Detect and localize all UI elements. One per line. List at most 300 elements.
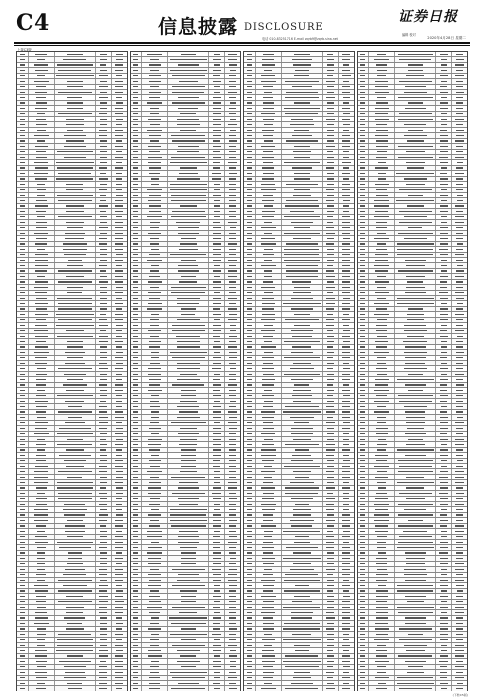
table-cell	[369, 480, 395, 484]
text-placeholder	[34, 509, 48, 510]
table-cell	[256, 480, 282, 484]
text-placeholder	[133, 645, 138, 646]
text-placeholder	[115, 314, 122, 315]
text-placeholder	[290, 520, 314, 521]
table-cell	[131, 182, 143, 186]
table-cell	[55, 198, 96, 202]
table-cell	[55, 90, 96, 94]
table-cell	[17, 686, 29, 690]
table-cell	[225, 453, 240, 457]
table-cell	[55, 475, 96, 479]
table-cell	[29, 285, 55, 289]
table-cell	[96, 323, 112, 327]
table-cell	[55, 459, 96, 463]
text-placeholder	[441, 64, 447, 65]
text-placeholder	[229, 281, 236, 282]
text-placeholder	[172, 493, 205, 494]
text-placeholder	[133, 596, 138, 597]
text-placeholder	[263, 336, 273, 337]
table-cell	[209, 535, 225, 539]
table-cell	[112, 556, 127, 560]
text-placeholder	[264, 276, 272, 277]
text-placeholder	[58, 303, 93, 304]
text-placeholder	[360, 287, 365, 288]
text-placeholder	[150, 124, 160, 125]
text-placeholder	[229, 341, 237, 342]
text-placeholder	[377, 357, 387, 358]
text-placeholder	[342, 222, 350, 223]
text-placeholder	[441, 222, 447, 223]
table-cell	[282, 307, 323, 311]
table-cell	[225, 231, 240, 235]
table-cell	[55, 301, 96, 305]
table-cell	[244, 74, 256, 78]
table-cell	[323, 448, 339, 452]
table-cell	[339, 459, 354, 463]
text-placeholder	[376, 368, 387, 369]
table-cell	[131, 377, 143, 381]
text-placeholder	[37, 569, 45, 570]
table-cell	[55, 95, 96, 99]
table-cell	[369, 312, 395, 316]
table-cell	[55, 236, 96, 240]
text-placeholder	[228, 580, 237, 581]
text-placeholder	[115, 368, 123, 369]
text-placeholder	[171, 422, 206, 423]
table-cell	[358, 307, 370, 311]
text-placeholder	[56, 178, 93, 179]
text-placeholder	[247, 569, 252, 570]
table-cell	[358, 253, 370, 257]
table-cell	[112, 421, 127, 425]
table-cell	[369, 139, 395, 143]
table-cell	[209, 280, 225, 284]
text-placeholder	[295, 504, 310, 505]
text-placeholder	[99, 683, 107, 684]
text-placeholder	[456, 558, 463, 559]
table-cell	[256, 307, 282, 311]
text-placeholder	[342, 449, 350, 450]
table-cell	[436, 388, 452, 392]
text-placeholder	[285, 406, 320, 407]
text-placeholder	[133, 124, 138, 125]
table-cell	[131, 144, 143, 148]
text-placeholder	[172, 384, 204, 385]
text-placeholder	[66, 184, 83, 185]
table-cell	[256, 68, 282, 72]
text-placeholder	[327, 623, 333, 624]
table-cell	[369, 242, 395, 246]
table-cell	[112, 52, 127, 56]
text-placeholder	[399, 211, 432, 212]
table-cell	[358, 193, 370, 197]
table-cell	[395, 280, 436, 284]
text-placeholder	[229, 395, 236, 396]
table-cell	[225, 57, 240, 61]
table-cell	[209, 524, 225, 528]
text-placeholder	[213, 254, 220, 255]
text-placeholder	[213, 70, 221, 71]
table-cell	[96, 209, 112, 213]
table-cell	[17, 610, 29, 614]
text-placeholder	[20, 547, 25, 548]
text-placeholder	[100, 433, 106, 434]
table-cell	[112, 394, 127, 398]
table-cell	[225, 437, 240, 441]
text-placeholder	[100, 455, 107, 456]
text-placeholder	[116, 287, 123, 288]
table-cell	[131, 497, 143, 501]
text-placeholder	[133, 449, 138, 450]
table-cell	[358, 263, 370, 267]
text-placeholder	[67, 130, 84, 131]
text-placeholder	[179, 504, 198, 505]
table-cell	[168, 399, 209, 403]
table-cell	[358, 372, 370, 376]
text-placeholder	[456, 401, 462, 402]
table-cell	[168, 448, 209, 452]
text-placeholder	[116, 498, 122, 499]
table-cell	[256, 285, 282, 289]
text-placeholder	[342, 547, 350, 548]
table-cell	[209, 377, 225, 381]
table-cell	[168, 421, 209, 425]
text-placeholder	[115, 260, 122, 261]
table-cell	[452, 247, 467, 251]
text-placeholder	[34, 623, 49, 624]
table-cell	[131, 469, 143, 473]
table-cell	[29, 291, 55, 295]
text-placeholder	[404, 325, 426, 326]
text-placeholder	[247, 422, 252, 423]
table-cell	[168, 106, 209, 110]
table-cell	[17, 681, 29, 685]
text-placeholder	[284, 233, 320, 234]
table-cell	[55, 383, 96, 387]
table-cell	[436, 133, 452, 137]
table-cell	[452, 469, 467, 473]
text-placeholder	[263, 623, 274, 624]
table-cell	[96, 383, 112, 387]
table-cell	[131, 269, 143, 273]
table-cell	[142, 253, 168, 257]
table-cell	[96, 551, 112, 555]
text-placeholder	[35, 612, 47, 613]
text-placeholder	[440, 487, 448, 488]
text-placeholder	[99, 113, 107, 114]
text-placeholder	[440, 238, 448, 239]
text-placeholder	[229, 466, 235, 467]
text-placeholder	[360, 363, 365, 364]
table-cell	[369, 193, 395, 197]
table-cell	[17, 638, 29, 642]
text-placeholder	[456, 281, 463, 282]
text-placeholder	[100, 395, 108, 396]
text-placeholder	[229, 390, 235, 391]
text-placeholder	[342, 406, 351, 407]
text-placeholder	[213, 243, 220, 244]
table-cell	[395, 182, 436, 186]
text-placeholder	[360, 379, 365, 380]
text-placeholder	[20, 655, 25, 656]
table-cell	[131, 556, 143, 560]
table-cell	[323, 578, 339, 582]
table-cell	[452, 383, 467, 387]
table-cell	[369, 339, 395, 343]
table-cell	[339, 209, 354, 213]
table-cell	[55, 323, 96, 327]
table-cell	[369, 79, 395, 83]
table-cell	[112, 594, 127, 598]
table-cell	[282, 274, 323, 278]
text-placeholder	[440, 314, 448, 315]
text-placeholder	[326, 509, 334, 510]
table-cell	[17, 74, 29, 78]
table-cell	[395, 350, 436, 354]
table-cell	[142, 377, 168, 381]
table-cell	[369, 535, 395, 539]
table-cell	[395, 583, 436, 587]
text-placeholder	[398, 471, 433, 472]
table-row	[131, 686, 241, 691]
text-placeholder	[171, 195, 206, 196]
text-placeholder	[264, 390, 272, 391]
text-placeholder	[264, 233, 273, 234]
table-cell	[17, 377, 29, 381]
text-placeholder	[286, 270, 318, 271]
text-placeholder	[228, 92, 237, 93]
text-placeholder	[37, 493, 45, 494]
table-cell	[168, 659, 209, 663]
text-placeholder	[286, 140, 319, 141]
text-placeholder	[456, 379, 463, 380]
text-placeholder	[20, 683, 25, 684]
table-cell	[256, 155, 282, 159]
text-placeholder	[100, 70, 108, 71]
table-cell	[323, 535, 339, 539]
text-placeholder	[374, 352, 389, 353]
text-placeholder	[247, 563, 252, 564]
table-cell	[55, 610, 96, 614]
text-placeholder	[20, 666, 25, 667]
text-placeholder	[230, 661, 236, 662]
table-cell	[395, 323, 436, 327]
table-cell	[112, 480, 127, 484]
table-cell	[369, 583, 395, 587]
text-placeholder	[293, 238, 311, 239]
text-placeholder	[441, 363, 447, 364]
table-cell	[131, 193, 143, 197]
text-placeholder	[172, 645, 206, 646]
table-cell	[112, 106, 127, 110]
table-cell	[256, 226, 282, 230]
table-cell	[244, 638, 256, 642]
table-cell	[256, 323, 282, 327]
table-cell	[323, 95, 339, 99]
table-cell	[142, 128, 168, 132]
text-placeholder	[150, 243, 159, 244]
table-cell	[256, 437, 282, 441]
table-cell	[29, 177, 55, 181]
text-placeholder	[342, 135, 350, 136]
text-placeholder	[326, 612, 334, 613]
text-placeholder	[293, 401, 311, 402]
text-placeholder	[376, 124, 386, 125]
text-placeholder	[229, 439, 235, 440]
table-cell	[358, 242, 370, 246]
text-placeholder	[456, 509, 463, 510]
text-placeholder	[377, 298, 386, 299]
text-placeholder	[360, 184, 365, 185]
text-placeholder	[63, 59, 86, 60]
table-cell	[225, 182, 240, 186]
text-placeholder	[360, 341, 365, 342]
table-cell	[142, 193, 168, 197]
table-cell	[452, 285, 467, 289]
text-placeholder	[291, 428, 313, 429]
text-placeholder	[440, 395, 448, 396]
text-placeholder	[455, 205, 463, 206]
text-placeholder	[247, 281, 252, 282]
table-cell	[339, 627, 354, 631]
text-placeholder	[247, 222, 252, 223]
table-cell	[452, 459, 467, 463]
table-cell	[29, 383, 55, 387]
table-cell	[323, 155, 339, 159]
table-cell	[369, 540, 395, 544]
table-cell	[29, 95, 55, 99]
text-placeholder	[68, 417, 82, 418]
text-placeholder	[378, 173, 386, 174]
table-cell	[131, 621, 143, 625]
text-placeholder	[214, 590, 220, 591]
text-placeholder	[327, 92, 334, 93]
text-placeholder	[407, 336, 424, 337]
table-cell	[244, 366, 256, 370]
text-placeholder	[229, 493, 236, 494]
text-placeholder	[170, 634, 207, 635]
text-placeholder	[404, 92, 427, 93]
table-cell	[436, 491, 452, 495]
text-placeholder	[342, 536, 350, 537]
table-cell	[358, 155, 370, 159]
table-cell	[29, 274, 55, 278]
text-placeholder	[229, 363, 236, 364]
text-placeholder	[291, 308, 313, 309]
table-cell	[96, 329, 112, 333]
text-placeholder	[133, 536, 138, 537]
table-cell	[339, 399, 354, 403]
table-cell	[358, 204, 370, 208]
text-placeholder	[440, 75, 448, 76]
table-cell	[142, 551, 168, 555]
text-placeholder	[148, 368, 161, 369]
text-placeholder	[213, 238, 221, 239]
text-placeholder	[170, 509, 207, 510]
table-cell	[29, 312, 55, 316]
text-placeholder	[261, 146, 275, 147]
text-placeholder	[147, 607, 162, 608]
text-placeholder	[456, 108, 463, 109]
table-cell	[225, 545, 240, 549]
table-cell	[339, 524, 354, 528]
text-placeholder	[247, 243, 252, 244]
text-placeholder	[360, 422, 365, 423]
text-placeholder	[20, 585, 25, 586]
text-placeholder	[133, 498, 138, 499]
table-cell	[282, 426, 323, 430]
text-placeholder	[455, 422, 464, 423]
text-placeholder	[99, 205, 108, 206]
text-placeholder	[116, 477, 123, 478]
table-cell	[131, 198, 143, 202]
text-placeholder	[35, 428, 47, 429]
text-placeholder	[247, 227, 252, 228]
text-placeholder	[398, 395, 433, 396]
table-cell	[282, 459, 323, 463]
table-cell	[112, 377, 127, 381]
table-cell	[358, 85, 370, 89]
table-cell	[452, 106, 467, 110]
table-cell	[256, 122, 282, 126]
text-placeholder	[148, 162, 162, 163]
text-placeholder	[247, 303, 252, 304]
text-placeholder	[262, 308, 274, 309]
text-placeholder	[66, 607, 83, 608]
table-cell	[339, 600, 354, 604]
text-placeholder	[441, 265, 447, 266]
table-cell	[96, 594, 112, 598]
text-placeholder	[456, 92, 464, 93]
table-cell	[17, 253, 29, 257]
text-placeholder	[440, 151, 448, 152]
table-cell	[452, 388, 467, 392]
text-placeholder	[342, 563, 350, 564]
text-placeholder	[214, 477, 220, 478]
table-cell	[131, 573, 143, 577]
text-placeholder	[247, 520, 252, 521]
table-cell	[17, 372, 29, 376]
text-placeholder	[34, 64, 48, 65]
text-placeholder	[133, 650, 138, 651]
table-cell	[339, 133, 354, 137]
table-cell	[17, 627, 29, 631]
text-placeholder	[441, 303, 448, 304]
table-cell	[452, 188, 467, 192]
text-placeholder	[247, 547, 252, 548]
table-cell	[436, 437, 452, 441]
table-cell	[209, 394, 225, 398]
table-cell	[96, 432, 112, 436]
text-placeholder	[327, 178, 334, 179]
text-placeholder	[261, 227, 276, 228]
text-placeholder	[261, 75, 275, 76]
table-cell	[358, 480, 370, 484]
text-placeholder	[116, 330, 123, 331]
text-placeholder	[133, 357, 138, 358]
table-cell	[452, 345, 467, 349]
table-cell	[339, 90, 354, 94]
table-cell	[256, 529, 282, 533]
table-cell	[282, 643, 323, 647]
text-placeholder	[285, 97, 319, 98]
table-cell	[395, 432, 436, 436]
table-cell	[244, 372, 256, 376]
table-cell	[131, 95, 143, 99]
text-placeholder	[229, 628, 237, 629]
text-placeholder	[177, 379, 200, 380]
text-placeholder	[247, 178, 252, 179]
